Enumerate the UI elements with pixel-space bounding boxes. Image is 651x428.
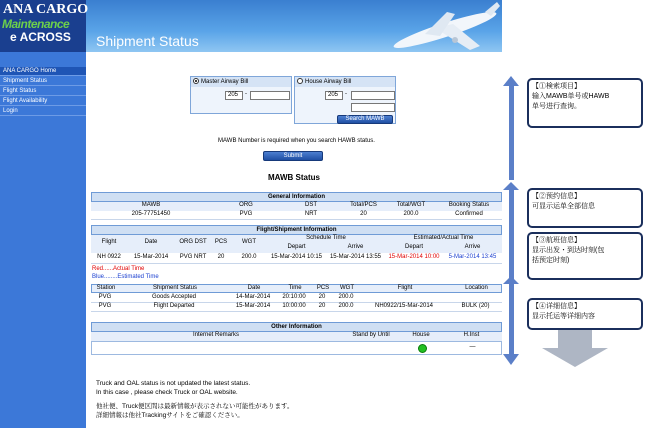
master-prefix-input[interactable]: 205 xyxy=(225,91,243,100)
footer-en-1: Truck and OAL status is not updated the latest status. xyxy=(96,380,251,387)
station-cell: PVG xyxy=(98,294,112,300)
sidebar-item-home[interactable]: ANA CARGO Home xyxy=(0,67,86,76)
legend-actual: Red......Actual Time xyxy=(92,266,145,272)
col-event-pcs: PCS xyxy=(316,285,330,291)
pcs-cell: 20 xyxy=(318,303,326,309)
house-awb-panel: House Airway Bill 205 - Search MAWB xyxy=(294,76,396,124)
col-estimated-actual: Estimated/Actual Time xyxy=(413,235,474,241)
big-down-arrow xyxy=(540,330,610,368)
date-cell: 14-Mar-2014 xyxy=(235,294,271,300)
wgt-cell: 200.0 xyxy=(338,294,354,300)
flight-cell: NH0922/15-Mar-2014 xyxy=(374,303,434,309)
master-awb-radio[interactable] xyxy=(193,78,199,84)
time-cell: 20:10:00 xyxy=(282,294,306,300)
col-mawb: MAWB xyxy=(141,202,161,208)
annotation-flight: 【③航班信息】 显示出发・到达时刻(包 括预定时刻) xyxy=(527,232,643,280)
annotation-search: 【①検索项目】 输入MAWB单号或HAWB 单号进行查询。 xyxy=(527,78,643,128)
house-status-icon xyxy=(418,344,427,353)
col-sched-depart: Depart xyxy=(287,244,306,250)
sidebar xyxy=(0,52,86,428)
col-flight: Flight xyxy=(101,239,117,245)
sidebar-item-shipment-status[interactable]: Shipment Status xyxy=(0,77,86,86)
col-event-wgt: WGT xyxy=(340,285,354,291)
location-cell: BULK (20) xyxy=(461,303,490,309)
date-cell: 15-Mar-2014 xyxy=(235,303,271,309)
submit-button[interactable]: Submit xyxy=(263,151,323,161)
master-awb-label: Master Airway Bill xyxy=(201,79,249,85)
footer-jp-2: 詳細情報は他社Trackingサイトをご確認ください。 xyxy=(96,412,244,419)
booking-status-value: Confirmed xyxy=(455,211,483,217)
col-event-date: Date xyxy=(247,285,261,291)
status-cell: Goods Accepted xyxy=(151,294,197,300)
col-house: House xyxy=(412,332,430,338)
col-schedule-time: Schedule Time xyxy=(306,235,346,241)
col-org-dst: ORG DST xyxy=(179,239,207,245)
logo-text: ANA CARGO xyxy=(3,2,89,17)
wgt-cell: 200.0 xyxy=(338,303,354,309)
table-row xyxy=(91,211,502,220)
master-number-input[interactable] xyxy=(250,91,290,100)
logo-maintenance-text: Maintenance xyxy=(2,17,70,31)
house-mawb-number-input[interactable] xyxy=(351,91,395,100)
header-banner xyxy=(0,0,502,52)
col-location: Location xyxy=(465,285,488,291)
annotation-booking: 【②预约信息】 可显示运单全部信息 xyxy=(527,188,643,228)
footer-notes xyxy=(96,379,294,420)
general-info-columns xyxy=(91,202,502,211)
col-est-depart: Depart xyxy=(404,244,423,250)
sidebar-item-login[interactable]: Login xyxy=(0,107,86,116)
col-dst: DST xyxy=(305,202,317,208)
table-row xyxy=(91,254,502,264)
ana-cargo-logo[interactable] xyxy=(0,0,89,52)
mawb-value: 205-77751450 xyxy=(131,211,171,217)
total-wgt-value: 200.0 xyxy=(403,211,419,217)
logo-across-text: e ACROSS xyxy=(10,30,71,44)
col-total-pcs: Total/PCS xyxy=(350,202,377,208)
airplane-image xyxy=(385,2,502,52)
other-info-columns xyxy=(91,332,502,341)
col-standby-until: Stand by Until xyxy=(352,332,390,338)
status-cell: Flight Departed xyxy=(153,303,195,309)
hawb-number-input[interactable] xyxy=(351,103,395,112)
house-prefix-input[interactable]: 205 xyxy=(325,91,343,100)
col-total-wgt: Total/WGT xyxy=(396,202,426,208)
annotation-arrowheads xyxy=(503,76,520,366)
house-awb-label: House Airway Bill xyxy=(305,79,352,85)
flight-info-columns xyxy=(91,235,502,253)
col-date: Date xyxy=(144,239,158,245)
col-internet-remarks: Internet Remarks xyxy=(192,332,240,338)
sidebar-item-flight-availability[interactable]: Flight Availability xyxy=(0,97,86,106)
time-cell: 10:00:00 xyxy=(282,303,306,309)
sidebar-item-flight-status[interactable]: Flight Status xyxy=(0,87,86,96)
general-info-header: General Information xyxy=(91,192,502,202)
date-value: 15-Mar-2014 xyxy=(133,254,169,260)
events-columns xyxy=(91,284,502,293)
wgt-value: 200.0 xyxy=(241,254,257,260)
col-sched-arrive: Arrive xyxy=(347,244,364,250)
dst-value: NRT xyxy=(304,211,318,217)
actual-depart-value: 15-Mar-2014 10:00 xyxy=(388,254,440,260)
master-awb-panel: Master Airway Bill 205 - xyxy=(190,76,292,114)
col-h-inst: H.Inst xyxy=(463,332,480,338)
h-inst-value: — xyxy=(469,344,476,350)
page-title: Shipment Status xyxy=(96,33,199,49)
annotation-detail: 【④详细信息】 显示托运等详细内容 xyxy=(527,298,643,330)
flight-info-header: Flight/Shipment Information xyxy=(91,225,502,235)
col-wgt: WGT xyxy=(242,239,256,245)
search-note: MAWB Number is required when you search HAWB status. xyxy=(218,138,375,144)
sched-depart-value: 15-Mar-2014 10:15 xyxy=(270,254,323,260)
search-mawb-button[interactable]: Search MAWB xyxy=(337,115,393,124)
table-row xyxy=(91,294,502,303)
col-station: Station xyxy=(96,285,116,291)
col-pcs: PCS xyxy=(214,239,228,245)
footer-en-2: In this case , please check Truck or OAL website. xyxy=(96,389,238,396)
house-awb-radio[interactable] xyxy=(297,78,303,84)
org-dst-value: PVG NRT xyxy=(179,254,207,260)
pcs-cell: 20 xyxy=(318,294,326,300)
legend-estimated: Blue........Estimated Time xyxy=(92,274,159,280)
flight-value: NH 0922 xyxy=(97,254,121,260)
mawb-status-title: MAWB Status xyxy=(268,173,320,182)
col-shipment-status: Shipment Status xyxy=(152,285,198,291)
other-info-header: Other Information xyxy=(91,322,502,332)
pcs-value: 20 xyxy=(217,254,225,260)
sched-arrive-value: 15-Mar-2014 13:55 xyxy=(329,254,382,260)
estimated-arrive-value: 5-Mar-2014 13:45 xyxy=(448,254,497,260)
col-booking-status: Booking Status xyxy=(448,202,490,208)
total-pcs-value: 20 xyxy=(360,211,367,217)
col-org: ORG xyxy=(239,202,253,208)
col-est-arrive: Arrive xyxy=(464,244,481,250)
col-time: Time xyxy=(288,285,302,291)
table-row xyxy=(91,303,502,312)
footer-jp-1: 他社便、Truck便区間は最新情報が表示されない可能性があります。 xyxy=(96,403,294,410)
station-cell: PVG xyxy=(98,303,112,309)
table-row xyxy=(91,341,502,355)
col-event-flight: Flight xyxy=(397,285,413,291)
org-value: PVG xyxy=(239,211,253,217)
